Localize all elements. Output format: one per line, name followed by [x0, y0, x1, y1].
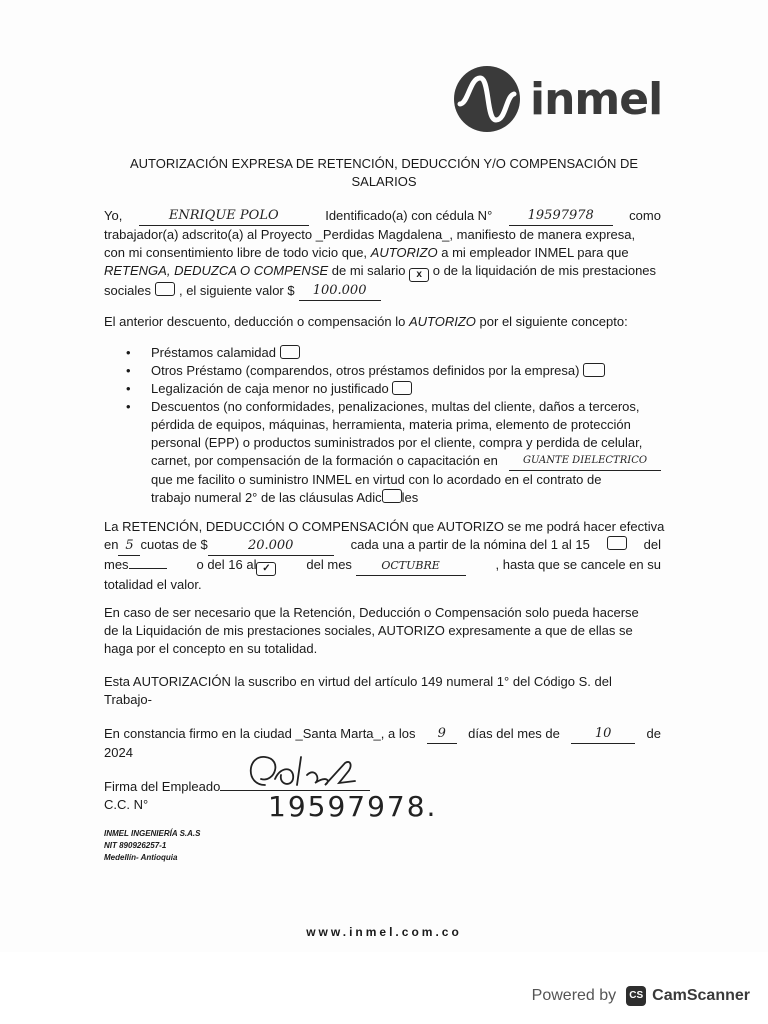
sociales-checkbox[interactable] [155, 282, 175, 296]
salario-text: de mi salario [331, 263, 406, 278]
company-info [104, 828, 200, 864]
camscanner-icon: CS [626, 986, 646, 1006]
installments-line-4: totalidad el valor. [104, 577, 202, 592]
document-title [104, 155, 664, 191]
installments-paragraph [104, 518, 665, 594]
liquidation-paragraph [104, 604, 661, 658]
salario-checkbox[interactable]: x [409, 268, 429, 282]
otros-prestamos-checkbox[interactable] [583, 363, 605, 377]
concept-intro [104, 313, 661, 331]
list-item [126, 362, 661, 380]
retenga-emphasis: RETENGA, DEDUZCA O COMPENSE [104, 263, 329, 278]
liquidation-line-3: haga por el concepto en su totalidad. [104, 641, 318, 656]
cada-text: cada una a partir de la nómina del 1 al 15 [350, 537, 590, 552]
company-nit: NIT 890926257-1 [104, 841, 167, 850]
employee-name-field: ENRIQUE POLO [139, 207, 309, 226]
yo-text: Yo, [104, 208, 123, 223]
list-item [126, 380, 661, 398]
como-text: como [629, 208, 661, 223]
cuotas-count-field: 5 [118, 537, 140, 556]
legal-basis-line-1: Esta AUTORIZACIÓN la suscribo en virtud del artículo 149 numeral 1° del Código S. del [104, 674, 612, 689]
o16-text: o del 16 al [196, 557, 257, 572]
year-text: 2024 [104, 745, 133, 760]
descuentos-line-6a: trabajo numeral 2° de las cláusulas Adic [151, 490, 382, 505]
valor-field: 100.000 [299, 282, 381, 301]
descuentos-line-5: que me facilito o suministro INMEL en virtud con lo acordado en el contrato de [151, 472, 602, 487]
adicionales-checkbox[interactable] [382, 489, 402, 503]
concept-list [126, 344, 661, 507]
company-city: Medellín- Antioquia [104, 853, 178, 862]
mes-blank [129, 568, 167, 569]
cc-handwritten: 19597978. [268, 790, 438, 823]
hasta-text: , hasta que se cancele en su [495, 557, 661, 572]
company-name: INMEL INGENIERÍA S.A.S [104, 829, 201, 838]
capacitacion-field: GUANTE DIELECTRICO [509, 452, 661, 471]
cedula-field: 19597978 [509, 207, 613, 226]
liquidation-line-1: En caso de ser necesario que la Retención, Deducción o Compensación solo pueda hacerse [104, 605, 639, 620]
inmel-logo [452, 64, 662, 134]
mes-text: mes [104, 557, 129, 572]
authorization-paragraph [104, 207, 661, 301]
valor-text: , el siguiente valor $ [178, 283, 295, 298]
quincena-1-15-checkbox[interactable] [607, 536, 627, 550]
title-line-1: AUTORIZACIÓN EXPRESA DE RETENCIÓN, DEDUCCIÓN Y/O COMPENSACIÓN DE [129, 156, 639, 171]
caja-menor-checkbox[interactable] [392, 381, 412, 395]
project-line: trabajador(a) adscrito(a) al Proyecto _Perdidas Magdalena_, manifiesto de manera expresa, [104, 227, 636, 242]
cc-label: C.C. N° [104, 797, 149, 812]
website-text: www.inmel.com.co [306, 925, 462, 939]
month-field: 10 [571, 725, 635, 744]
employer-text: a mi empleador INMEL para que [441, 245, 629, 260]
descuentos-line-6b: les [401, 490, 419, 505]
inmel-wave-circle-icon [452, 64, 522, 134]
autorizo-emphasis: AUTORIZO [370, 245, 438, 260]
cuota-value-field: 20.000 [208, 537, 334, 556]
cuotas-text: cuotas de $ [140, 537, 208, 552]
mes-value-field: OCTUBRE [356, 557, 466, 576]
de-text: de [646, 726, 661, 741]
list-item [126, 398, 661, 507]
quincena-16-checkbox[interactable]: ✓ [256, 562, 276, 576]
delmes-text: del mes [306, 557, 352, 572]
prestamos-calamidad-checkbox[interactable] [280, 345, 300, 359]
dias-text: días del mes de [468, 726, 560, 741]
caja-menor-label: Legalización de caja menor no justificado [151, 381, 389, 396]
sociales-text: sociales [104, 283, 151, 298]
signing-city-text: En constancia firmo en la ciudad _Santa Marta_, a los [104, 726, 416, 741]
day-field: 9 [427, 725, 457, 744]
concept-intro-a: El anterior descuento, deducción o compensación lo [104, 314, 406, 329]
brand-name: inmel [530, 73, 663, 125]
en-text: en [104, 537, 119, 552]
camscanner-watermark [532, 986, 750, 1006]
descuentos-line-1: • Descuentos (no conformidades, penalizaciones, multas del cliente, daños a terceros, [151, 399, 640, 414]
signing-place-paragraph [104, 725, 661, 762]
liquidation-line-2: de la Liquidación de mis prestaciones sociales, AUTORIZO expresamente a que de ellas se [104, 623, 633, 638]
descuentos-line-4: carnet, por compensación de la formación o capacitación en [151, 453, 498, 468]
concept-intro-b: por el siguiente concepto: [479, 314, 628, 329]
descuentos-line-2: pérdida de equipos, máquinas, herramienta, materia prima, elemento de protección [151, 417, 631, 432]
list-item [126, 344, 661, 362]
descuentos-line-3: personal (EPP) o productos suministrados por el cliente, compra y perdida de celular, [151, 435, 643, 450]
installments-line-1: La RETENCIÓN, DEDUCCIÓN O COMPENSACIÓN que AUTORIZO se me podrá hacer efectiva [104, 519, 665, 534]
consent-text: con mi consentimiento libre de todo vicio que, [104, 245, 368, 260]
concept-autorizo: AUTORIZO [408, 314, 476, 329]
otros-prestamos-label: Otros Préstamo (comparendos, otros préstamos definidos por la empresa) [151, 363, 580, 378]
liquidacion-text: o de la liquidación de mis prestaciones [432, 263, 657, 278]
powered-by-text: Powered by [531, 987, 617, 1004]
firma-label: Firma del Empleado [104, 779, 221, 794]
camscanner-name: CamScanner [652, 987, 750, 1004]
legal-basis-paragraph [104, 673, 661, 709]
del-text: del [643, 537, 661, 552]
legal-basis-line-2: Trabajo- [104, 692, 152, 707]
identificado-text: Identificado(a) con cédula N° [325, 208, 493, 223]
prestamos-calamidad-label: Préstamos calamidad [151, 345, 276, 360]
title-line-2: SALARIOS [351, 174, 417, 189]
